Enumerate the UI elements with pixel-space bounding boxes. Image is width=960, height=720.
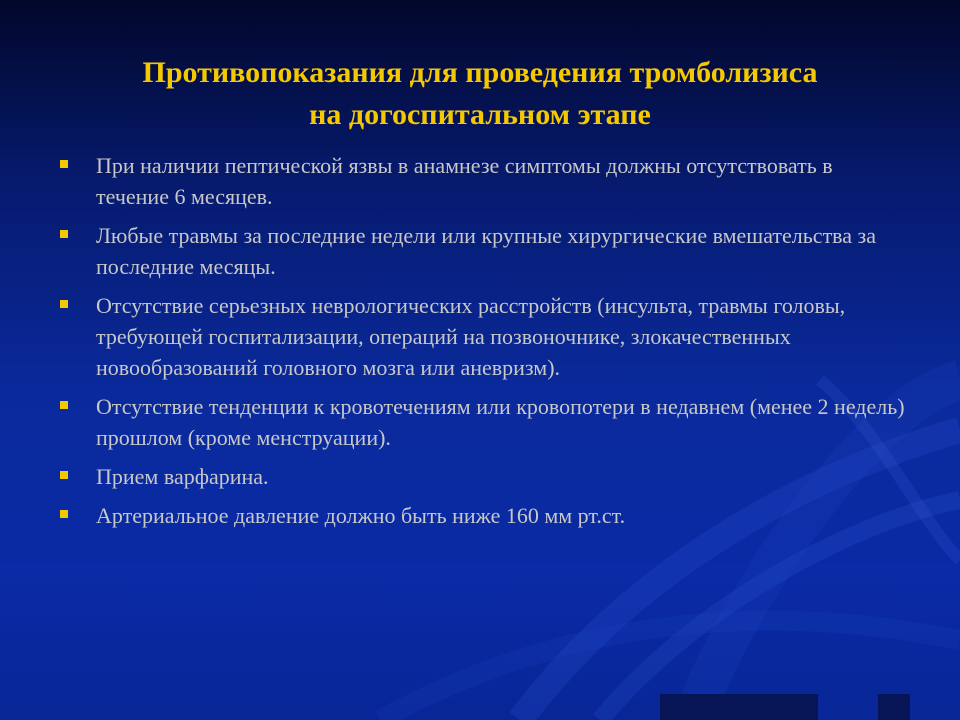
slide-title-line-2: на догоспитальном этапе [309, 98, 651, 131]
square-bullet-icon [60, 160, 68, 168]
bullet-text: Отсутствие тенденции к кровотечениям или кровопотери в недавнем (менее 2 недель) прошлом (кроме менструации). [96, 394, 905, 450]
decorative-corner-block-right [878, 694, 910, 720]
bullet-item [60, 500, 910, 531]
bullet-list [60, 150, 910, 539]
square-bullet-icon [60, 401, 68, 409]
bullet-text: При наличии пептической язвы в анамнезе симптомы должны отсутствовать в течение 6 месяцев. [96, 153, 833, 209]
bullet-text: Отсутствие серьезных неврологических расстройств (инсульта, травмы головы, требующей госпитализации, операций на позвоночнике, злокачественных новообразований головного мозга или аневризм). [96, 293, 846, 380]
bullet-item [60, 290, 910, 383]
decorative-corner-block-left [660, 694, 818, 720]
bullet-item [60, 461, 910, 492]
bullet-item [60, 391, 910, 453]
square-bullet-icon [60, 471, 68, 479]
square-bullet-icon [60, 510, 68, 518]
slide-title [40, 52, 920, 136]
bullet-text: Артериальное давление должно быть ниже 160 мм рт.ст. [96, 503, 626, 528]
bullet-item [60, 220, 910, 282]
square-bullet-icon [60, 230, 68, 238]
slide-title-line-1: Противопоказания для проведения тромболизиса [142, 56, 818, 89]
bullet-text: Любые травмы за последние недели или крупные хирургические вмешательства за последние месяцы. [96, 223, 877, 279]
bullet-text: Прием варфарина. [96, 464, 269, 489]
bullet-item [60, 150, 910, 212]
square-bullet-icon [60, 300, 68, 308]
